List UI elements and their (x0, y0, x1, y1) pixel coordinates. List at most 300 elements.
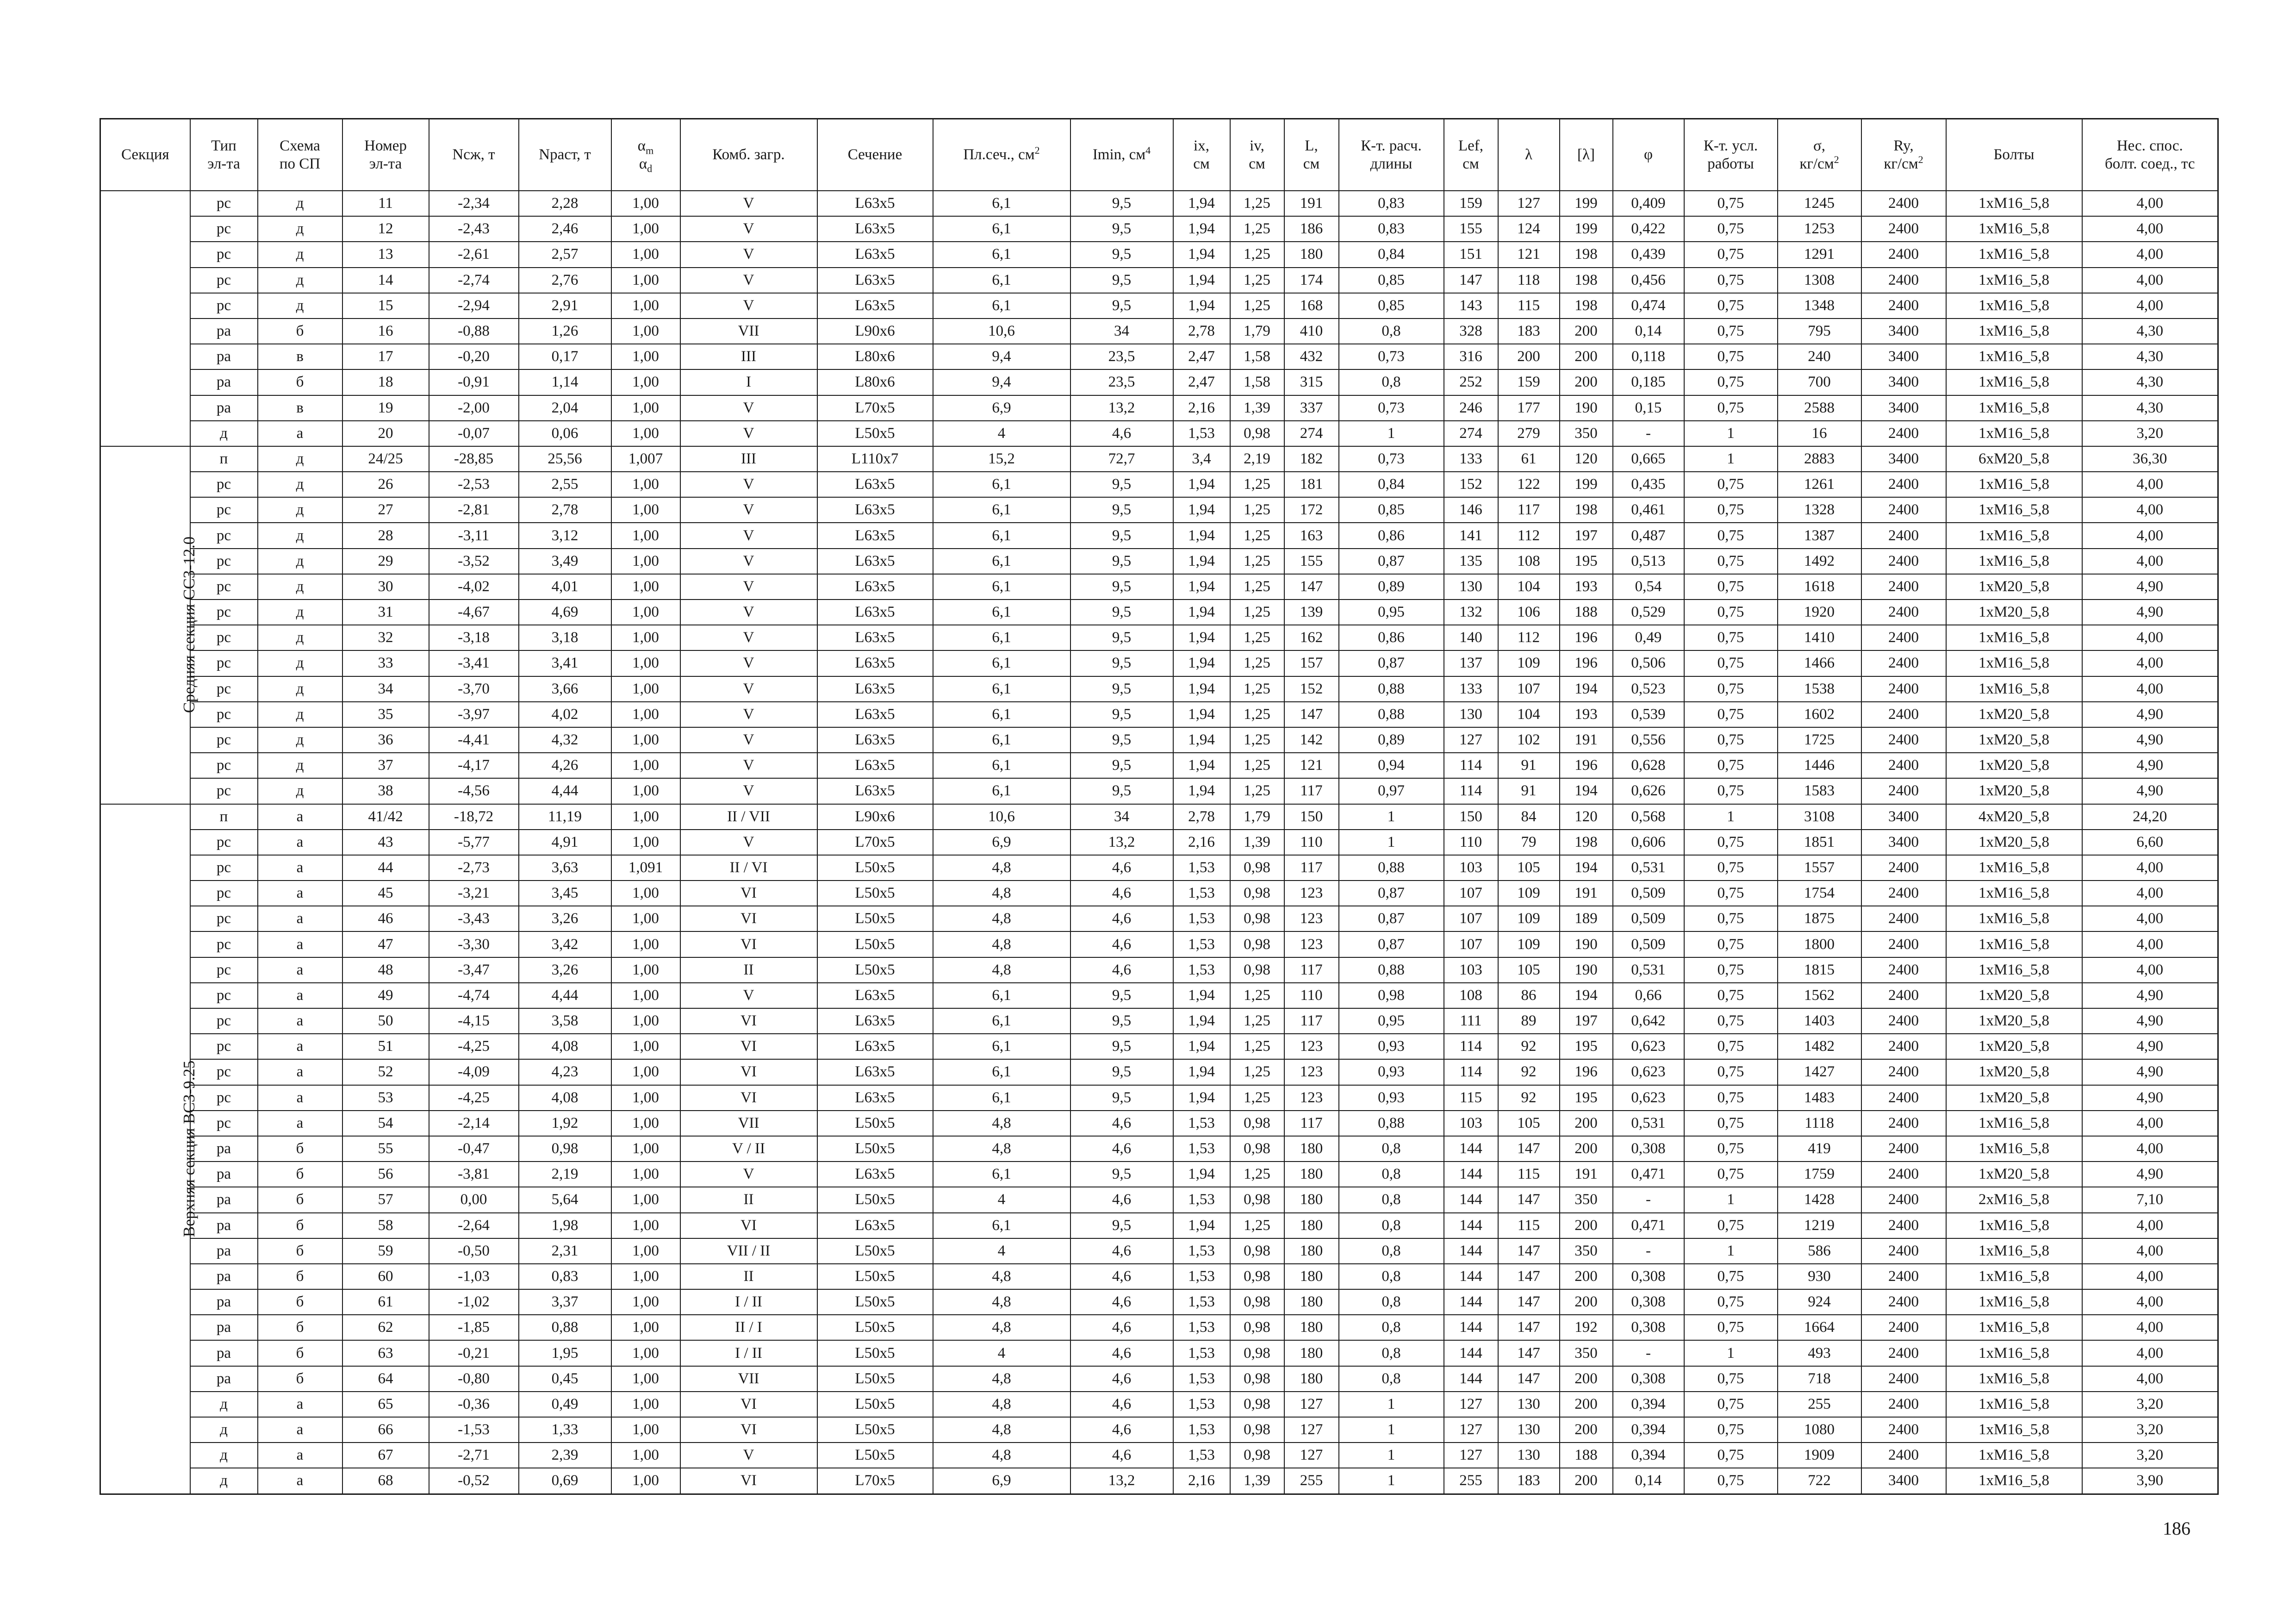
table-cell: 1909 (1778, 1443, 1861, 1468)
table-cell: 1хМ20_5,8 (1946, 753, 2082, 778)
table-cell: 195 (1560, 549, 1613, 574)
table-cell: 0,75 (1684, 574, 1778, 600)
table-cell: 0,75 (1684, 727, 1778, 753)
table-cell: 0,88 (519, 1315, 611, 1340)
table-cell: 152 (1444, 472, 1498, 497)
table-row (100, 1213, 2218, 1238)
table-cell: 103 (1444, 855, 1498, 881)
table-cell: 0,628 (1613, 753, 1684, 778)
table-cell: 2588 (1778, 395, 1861, 421)
table-row (100, 1187, 2218, 1212)
table-cell: 6хМ20_5,8 (1946, 446, 2082, 472)
header-scheme: Схема по СП (258, 119, 342, 191)
table-cell: 4,30 (2082, 319, 2218, 344)
table-cell: 122 (1498, 472, 1560, 497)
table-cell: 120 (1560, 446, 1613, 472)
table-cell: 4,00 (2082, 1213, 2218, 1238)
table-cell: 3,20 (2082, 1392, 2218, 1417)
table-cell: 2400 (1861, 1213, 1946, 1238)
table-cell: 4,90 (2082, 702, 2218, 727)
table-row (100, 523, 2218, 548)
table-cell: 1хМ16_5,8 (1946, 497, 2082, 523)
table-cell: 1,53 (1173, 421, 1230, 446)
table-cell: 196 (1560, 753, 1613, 778)
table-cell: 108 (1444, 983, 1498, 1008)
table-cell: 107 (1444, 931, 1498, 957)
table-cell: 1хМ16_5,8 (1946, 421, 2082, 446)
table-cell: 200 (1560, 1289, 1613, 1315)
table-cell: 198 (1560, 242, 1613, 267)
table-cell: ра (190, 1162, 258, 1187)
table-cell: 0,66 (1613, 983, 1684, 1008)
table-cell: 1,00 (611, 830, 680, 855)
table-cell: рс (190, 600, 258, 625)
section-name-cell (100, 446, 199, 804)
table-cell: 3,26 (519, 957, 611, 983)
table-cell: 1 (1684, 1187, 1778, 1212)
table-cell: 1 (1339, 1417, 1444, 1443)
table-cell: 722 (1778, 1468, 1861, 1494)
table-cell: 350 (1560, 1340, 1613, 1366)
table-cell: 50 (342, 1008, 429, 1034)
table-cell: 1,00 (611, 1264, 680, 1289)
table-cell: V (680, 778, 817, 804)
table-cell: -0,52 (429, 1468, 519, 1494)
table-cell: 3,41 (519, 650, 611, 676)
table-cell: 2,91 (519, 293, 611, 319)
table-cell: 1хМ16_5,8 (1946, 293, 2082, 319)
table-cell: 0,54 (1613, 574, 1684, 600)
table-cell: 63 (342, 1340, 429, 1366)
table-cell: 419 (1778, 1136, 1861, 1162)
table-cell: 1хМ16_5,8 (1946, 1468, 2082, 1494)
table-cell: 9,5 (1070, 549, 1173, 574)
table-cell: 1,14 (519, 369, 611, 395)
table-cell: 1851 (1778, 830, 1861, 855)
table-cell: 0,75 (1684, 369, 1778, 395)
table-cell: 4,8 (933, 1136, 1070, 1162)
table-cell: 1,53 (1173, 906, 1230, 931)
table-cell: V (680, 191, 817, 216)
table-cell: 9,5 (1070, 650, 1173, 676)
table-cell: -4,25 (429, 1085, 519, 1111)
table-cell: L63x5 (817, 549, 933, 574)
table-row (100, 625, 2218, 650)
table-cell: 1хМ16_5,8 (1946, 523, 2082, 548)
table-cell: 4,6 (1070, 881, 1173, 906)
table-cell: 3400 (1861, 319, 1946, 344)
table-cell: 1,25 (1230, 242, 1284, 267)
table-cell: 274 (1284, 421, 1339, 446)
table-cell: 9,5 (1070, 600, 1173, 625)
table-cell: 1,00 (611, 472, 680, 497)
table-cell: 180 (1284, 1136, 1339, 1162)
table-row (100, 1366, 2218, 1392)
table-cell: 0,49 (1613, 625, 1684, 650)
table-cell: L70x5 (817, 395, 933, 421)
table-cell: ра (190, 1315, 258, 1340)
table-cell: 0,308 (1613, 1315, 1684, 1340)
table-cell: 2,47 (1173, 369, 1230, 395)
table-cell: 1,00 (611, 497, 680, 523)
table-cell: VII (680, 1111, 817, 1136)
table-cell: 4,6 (1070, 1340, 1173, 1366)
table-cell: 1,53 (1173, 1238, 1230, 1264)
table-cell: д (190, 421, 258, 446)
table-cell: 1хМ20_5,8 (1946, 983, 2082, 1008)
table-cell: а (258, 931, 342, 957)
table-row (100, 600, 2218, 625)
table-cell: 1410 (1778, 625, 1861, 650)
table-cell: 13,2 (1070, 1468, 1173, 1494)
table-cell: 0,98 (1230, 1111, 1284, 1136)
table-cell: 274 (1444, 421, 1498, 446)
table-cell: 144 (1444, 1187, 1498, 1212)
table-cell: 34 (1070, 804, 1173, 830)
table-cell: 0,69 (519, 1468, 611, 1494)
table-cell: 2400 (1861, 778, 1946, 804)
table-cell: 1,26 (519, 319, 611, 344)
table-cell: 60 (342, 1264, 429, 1289)
table-cell: 0,98 (519, 1136, 611, 1162)
table-cell: 1,39 (1230, 1468, 1284, 1494)
table-cell: 14 (342, 268, 429, 293)
table-cell: 2883 (1778, 446, 1861, 472)
table-cell: 700 (1778, 369, 1861, 395)
table-cell: 0,308 (1613, 1264, 1684, 1289)
table-cell: 0,75 (1684, 625, 1778, 650)
table-cell: 4,90 (2082, 727, 2218, 753)
table-cell: 41/42 (342, 804, 429, 830)
table-cell: 1хМ16_5,8 (1946, 1213, 2082, 1238)
table-cell: 9,5 (1070, 523, 1173, 548)
table-cell: 140 (1444, 625, 1498, 650)
table-cell: 0,623 (1613, 1034, 1684, 1059)
table-cell: 1хМ16_5,8 (1946, 1315, 2082, 1340)
table-cell: L63x5 (817, 625, 933, 650)
table-cell: д (258, 242, 342, 267)
table-cell: 1хМ20_5,8 (1946, 727, 2082, 753)
table-cell: -3,97 (429, 702, 519, 727)
header-phi: φ (1613, 119, 1684, 191)
table-cell: 3,12 (519, 523, 611, 548)
table-cell: 123 (1284, 881, 1339, 906)
table-cell: L50x5 (817, 421, 933, 446)
table-cell: L90x6 (817, 319, 933, 344)
table-cell: -3,70 (429, 676, 519, 702)
table-cell: 57 (342, 1187, 429, 1212)
table-cell: 133 (1444, 676, 1498, 702)
table-cell: 1,00 (611, 1059, 680, 1085)
table-cell: 103 (1444, 957, 1498, 983)
table-cell: 0,487 (1613, 523, 1684, 548)
table-cell: V (680, 242, 817, 267)
table-cell: п (190, 804, 258, 830)
table-cell: 0,93 (1339, 1059, 1444, 1085)
table-cell: II / VII (680, 804, 817, 830)
table-cell: 1583 (1778, 778, 1861, 804)
table-cell: 4,90 (2082, 1059, 2218, 1085)
table-cell: 4,00 (2082, 1315, 2218, 1340)
table-cell: 1хМ20_5,8 (1946, 1034, 2082, 1059)
table-cell: 4,02 (519, 702, 611, 727)
table-cell: 1,94 (1173, 1059, 1230, 1085)
table-cell: 2,55 (519, 472, 611, 497)
table-cell: рс (190, 293, 258, 319)
table-cell: 4хМ20_5,8 (1946, 804, 2082, 830)
table-cell: -4,09 (429, 1059, 519, 1085)
data-table (100, 118, 2219, 1495)
header-n-compression: Nсж, т (429, 119, 519, 191)
table-cell: б (258, 319, 342, 344)
table-cell: 115 (1498, 293, 1560, 319)
table-cell: V (680, 472, 817, 497)
table-cell: 795 (1778, 319, 1861, 344)
table-cell: 1759 (1778, 1162, 1861, 1187)
table-cell: 1800 (1778, 931, 1861, 957)
table-cell: 27 (342, 497, 429, 523)
table-cell: 33 (342, 650, 429, 676)
table-cell: 9,5 (1070, 1085, 1173, 1111)
table-cell: рс (190, 855, 258, 881)
table-cell: 4,6 (1070, 1187, 1173, 1212)
table-cell: 103 (1444, 1111, 1498, 1136)
table-cell: 102 (1498, 727, 1560, 753)
table-cell: 197 (1560, 1008, 1613, 1034)
table-cell: 2400 (1861, 727, 1946, 753)
table-cell: 188 (1560, 1443, 1613, 1468)
table-cell: рс (190, 497, 258, 523)
table-cell: 1,00 (611, 1136, 680, 1162)
table-cell: 0,83 (1339, 216, 1444, 242)
table-cell: 1725 (1778, 727, 1861, 753)
table-cell: 9,5 (1070, 753, 1173, 778)
table-cell: 68 (342, 1468, 429, 1494)
table-cell: 180 (1284, 1213, 1339, 1238)
table-cell: 191 (1560, 1162, 1613, 1187)
table-row (100, 1468, 2218, 1494)
table-cell: 6,1 (933, 216, 1070, 242)
header-ix: ix, см (1173, 119, 1230, 191)
table-cell: 147 (1498, 1238, 1560, 1264)
table-cell: 1,25 (1230, 600, 1284, 625)
table-cell: 0,17 (519, 344, 611, 369)
table-cell: 4,8 (933, 1264, 1070, 1289)
table-cell: L50x5 (817, 1443, 933, 1468)
table-cell: L63x5 (817, 574, 933, 600)
table-cell: 0,83 (519, 1264, 611, 1289)
table-cell: а (258, 906, 342, 931)
table-row (100, 1059, 2218, 1085)
table-row (100, 957, 2218, 983)
table-row (100, 1238, 2218, 1264)
table-cell: 141 (1444, 523, 1498, 548)
table-cell: 1,25 (1230, 1008, 1284, 1034)
table-cell: 6,9 (933, 395, 1070, 421)
table-cell: 4,30 (2082, 344, 2218, 369)
table-cell: -3,43 (429, 906, 519, 931)
table-cell: 279 (1498, 421, 1560, 446)
table-cell: 118 (1498, 268, 1560, 293)
table-cell: III (680, 344, 817, 369)
table-body (100, 191, 2218, 1494)
table-cell: L50x5 (817, 1187, 933, 1212)
table-cell: 4,00 (2082, 242, 2218, 267)
table-cell: 4,8 (933, 1392, 1070, 1417)
table-cell: 1,00 (611, 1366, 680, 1392)
table-cell: L63x5 (817, 268, 933, 293)
table-cell: в (258, 344, 342, 369)
table-cell: 0,75 (1684, 1008, 1778, 1034)
table-cell: 930 (1778, 1264, 1861, 1289)
table-cell: 6,1 (933, 753, 1070, 778)
table-cell: 2400 (1861, 268, 1946, 293)
table-cell: 1,25 (1230, 472, 1284, 497)
table-cell: 6,1 (933, 268, 1070, 293)
table-row (100, 395, 2218, 421)
table-row (100, 1392, 2218, 1417)
table-cell: 1,94 (1173, 625, 1230, 650)
table-cell: 200 (1560, 344, 1613, 369)
table-cell: 10,6 (933, 804, 1070, 830)
table-cell: 1,94 (1173, 1034, 1230, 1059)
table-cell: 1,94 (1173, 216, 1230, 242)
table-cell: 9,5 (1070, 242, 1173, 267)
table-cell: 4,6 (1070, 855, 1173, 881)
table-cell: 0,83 (1339, 191, 1444, 216)
table-cell: 1хМ16_5,8 (1946, 957, 2082, 983)
table-cell: 130 (1498, 1443, 1560, 1468)
table-row (100, 855, 2218, 881)
table-cell: 4,8 (933, 1417, 1070, 1443)
table-cell: 1245 (1778, 191, 1861, 216)
table-cell: 1,53 (1173, 1417, 1230, 1443)
table-cell: 120 (1560, 804, 1613, 830)
table-cell: 4,6 (1070, 1392, 1173, 1417)
table-cell: 150 (1284, 804, 1339, 830)
header-section: Секция (100, 119, 190, 191)
table-cell: 0,75 (1684, 549, 1778, 574)
table-cell: 114 (1444, 1034, 1498, 1059)
table-cell: 0,98 (1230, 881, 1284, 906)
table-cell: 0,75 (1684, 1392, 1778, 1417)
table-cell: 1118 (1778, 1111, 1861, 1136)
table-cell: 4,8 (933, 1315, 1070, 1340)
table-cell: 34 (342, 676, 429, 702)
table-cell: 2400 (1861, 650, 1946, 676)
table-cell: 200 (1498, 344, 1560, 369)
table-cell: L50x5 (817, 906, 933, 931)
table-cell: 0,88 (1339, 702, 1444, 727)
section-name: Средняя секция СС3-12.0 (180, 537, 199, 713)
table-cell: 1хМ16_5,8 (1946, 242, 2082, 267)
table-cell: 4,00 (2082, 523, 2218, 548)
table-cell: -2,00 (429, 395, 519, 421)
table-cell: 17 (342, 344, 429, 369)
table-cell: 4,6 (1070, 1417, 1173, 1443)
table-cell: 144 (1444, 1136, 1498, 1162)
table-cell: 199 (1560, 216, 1613, 242)
table-cell: 1,091 (611, 855, 680, 881)
table-cell: 20 (342, 421, 429, 446)
table-cell: -0,88 (429, 319, 519, 344)
table-cell: 4,00 (2082, 906, 2218, 931)
table-cell: 2400 (1861, 1085, 1946, 1111)
table-row (100, 216, 2218, 242)
table-cell: 3,20 (2082, 1417, 2218, 1443)
table-cell: 155 (1284, 549, 1339, 574)
table-cell: 198 (1560, 830, 1613, 855)
table-cell: 2400 (1861, 1392, 1946, 1417)
header-lambda: λ (1498, 119, 1560, 191)
table-row (100, 881, 2218, 906)
table-cell: 9,5 (1070, 268, 1173, 293)
table-cell: 1,53 (1173, 1443, 1230, 1468)
table-cell: 0,98 (1230, 1443, 1284, 1468)
table-cell: 38 (342, 778, 429, 804)
table-cell: 150 (1444, 804, 1498, 830)
table-cell: д (258, 268, 342, 293)
table-cell: 65 (342, 1392, 429, 1417)
table-cell: 1хМ16_5,8 (1946, 344, 2082, 369)
table-cell: 0,75 (1684, 472, 1778, 497)
table-cell: II / VI (680, 855, 817, 881)
table-cell: 1,25 (1230, 727, 1284, 753)
table-cell: 105 (1498, 855, 1560, 881)
table-cell: а (258, 1008, 342, 1034)
table-cell: V (680, 268, 817, 293)
table-cell: 1хМ16_5,8 (1946, 549, 2082, 574)
table-cell: 1308 (1778, 268, 1861, 293)
table-cell: L70x5 (817, 1468, 933, 1494)
table-cell: 9,5 (1070, 1008, 1173, 1034)
table-cell: 255 (1284, 1468, 1339, 1494)
table-cell: 2,57 (519, 242, 611, 267)
table-cell: 2,19 (1230, 446, 1284, 472)
table-row (100, 1443, 2218, 1468)
table-cell: ра (190, 344, 258, 369)
table-cell: 1,00 (611, 983, 680, 1008)
table-cell: 586 (1778, 1238, 1861, 1264)
table-cell: д (258, 446, 342, 472)
table-cell: 4,00 (2082, 472, 2218, 497)
table-cell: 1,00 (611, 778, 680, 804)
table-cell: 124 (1498, 216, 1560, 242)
table-cell: 1хМ20_5,8 (1946, 778, 2082, 804)
table-cell: II (680, 957, 817, 983)
table-cell: 0,456 (1613, 268, 1684, 293)
table-cell: 157 (1284, 650, 1339, 676)
table-cell: 132 (1444, 600, 1498, 625)
table-cell: 1хМ16_5,8 (1946, 1443, 2082, 1468)
table-cell: 1,25 (1230, 650, 1284, 676)
table-cell: L63x5 (817, 778, 933, 804)
table-cell: 114 (1444, 1059, 1498, 1085)
table-cell: L63x5 (817, 702, 933, 727)
table-cell: п (190, 446, 258, 472)
table-cell: 9,5 (1070, 1059, 1173, 1085)
table-cell: 144 (1444, 1264, 1498, 1289)
table-cell: ра (190, 1340, 258, 1366)
table-cell: рс (190, 191, 258, 216)
table-cell: ра (190, 1136, 258, 1162)
table-cell: 1,00 (611, 676, 680, 702)
table-cell: 3,63 (519, 855, 611, 881)
table-cell: д (258, 753, 342, 778)
table-cell: -1,03 (429, 1264, 519, 1289)
table-cell: 180 (1284, 1162, 1339, 1187)
table-cell: 0,06 (519, 421, 611, 446)
